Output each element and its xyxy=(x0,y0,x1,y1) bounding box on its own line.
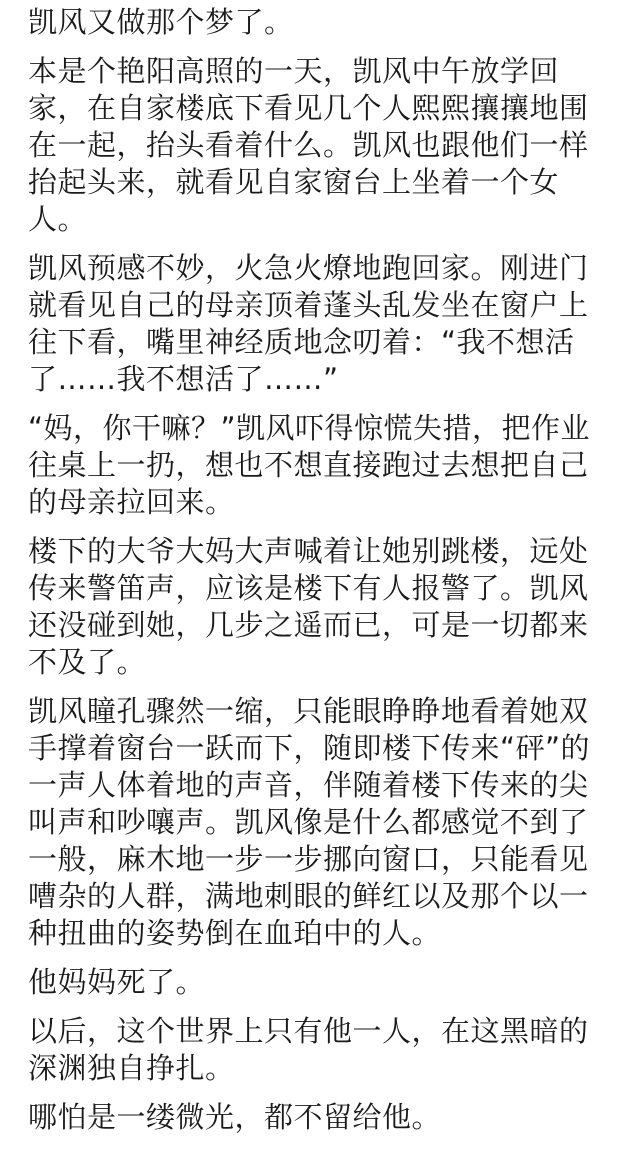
paragraph-7: 他妈妈死了。 xyxy=(28,965,206,999)
paragraph-4: “妈，你干嘛？”凯风吓得惊慌失措，把作业往桌上一扔，想也不想直接跑过去想把自己的母亲拉回来。 xyxy=(28,411,591,519)
paragraph-1: 凯风又做那个梦了。 xyxy=(28,5,294,39)
paragraph-3: 凯风预感不妙，火急火燎地跑回家。刚进门就看见自己的母亲顶着蓬头乱发坐在窗户上往下看，嘴里神经质地念叨着：“我不想活了……我不想活了……” xyxy=(28,251,589,396)
paragraph-6: 凯风瞳孔骤然一缩，只能眼睁睁地看着她双手撑着窗台一跃而下，随即楼下传来“砰”的一声人体着地的声音，伴随着楼下传来的尖叫声和吵嚷声。凯风像是什么都感觉不到了一般，麻木地一步一步挪向窗口，只能看见嘈杂的人群，满地刺眼的鲜红以及那个以一种扭曲的姿势倒在血珀中的人。 xyxy=(28,694,591,950)
paragraph-8: 以后，这个世界上只有他一人，在这黑暗的深渊独自挣扎。 xyxy=(28,1014,589,1085)
paragraph-5: 楼下的大爷大妈大声喊着让她别跳楼，远处传来警笛声，应该是楼下有人报警了。凯风还没碰到她，几步之遥而已，可是一切都来不及了。 xyxy=(28,534,589,679)
paragraph-9: 哪怕是一缕微光，都不留给他。 xyxy=(28,1100,442,1134)
paragraph-2: 本是个艳阳高照的一天，凯风中午放学回家，在自家楼底下看见几个人熙熙攘攘地围在一起，抬头看着什么。凯风也跟他们一样抬起头来，就看见自家窗台上坐着一个女人。 xyxy=(28,54,589,236)
